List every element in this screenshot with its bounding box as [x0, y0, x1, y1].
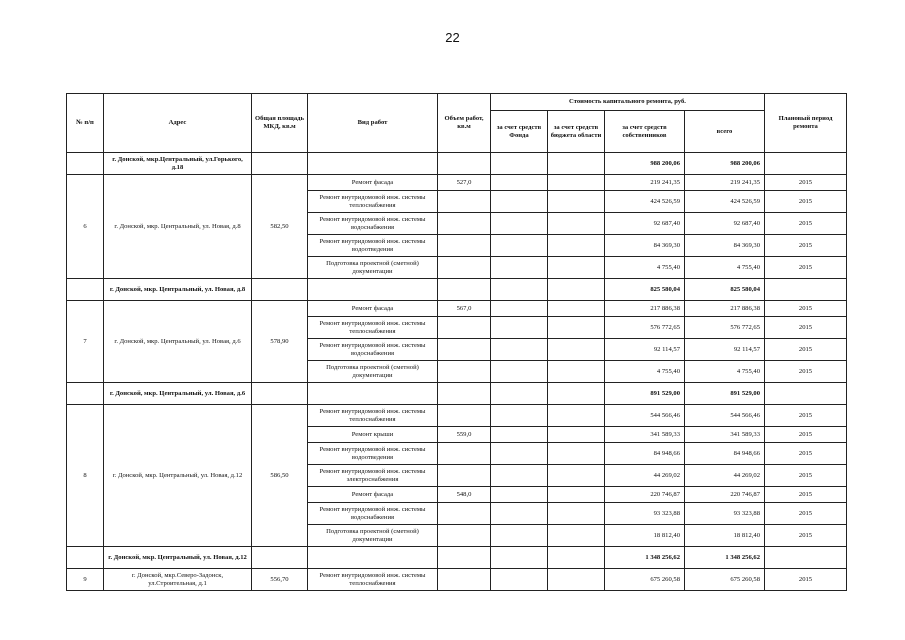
cost-owners: 424 526,59: [605, 191, 685, 213]
cost-total: 4 755,40: [685, 257, 765, 279]
row-area: 582,50: [252, 175, 308, 279]
row-address: г. Донской, мкр. Центральный, ул. Новая, д.8: [104, 175, 252, 279]
cell-empty: [548, 175, 605, 191]
row-area: 586,50: [252, 405, 308, 547]
table-body: [67, 153, 847, 591]
cell-empty: [548, 569, 605, 591]
cost-owners: 675 260,58: [605, 569, 685, 591]
table-row: [67, 569, 847, 591]
cell-empty: [765, 153, 847, 175]
work-volume: 559,0: [438, 427, 491, 443]
row-address: г. Донской, мкр.Северо-Задонск, ул.Строительная, д.1: [104, 569, 252, 591]
cell-empty: [548, 465, 605, 487]
header-num: № п/п: [67, 94, 104, 153]
table-row: [67, 301, 847, 317]
cost-owners: 4 755,40: [605, 257, 685, 279]
cost-total: 576 772,65: [685, 317, 765, 339]
row-address: г. Донской, мкр. Центральный, ул. Новая, д.12: [104, 405, 252, 547]
cost-total: 44 269,02: [685, 465, 765, 487]
work-type: Ремонт внутридомовой инж. системы водоотведения: [308, 443, 438, 465]
cell-empty: [548, 487, 605, 503]
cell-empty: [308, 383, 438, 405]
row-address: г. Донской, мкр. Центральный, ул. Новая, д.6: [104, 301, 252, 383]
cell-empty: [438, 153, 491, 175]
header-cost-group: Стоимость капитального ремонта, руб.: [491, 94, 765, 111]
work-type: Подготовка проектной (сметной) документации: [308, 525, 438, 547]
cell-empty: [491, 383, 548, 405]
cell-empty: [491, 339, 548, 361]
cost-total: 544 566,46: [685, 405, 765, 427]
cost-owners: 84 948,66: [605, 443, 685, 465]
repair-period: 2015: [765, 257, 847, 279]
cell-empty: [491, 301, 548, 317]
subtotal-owners: 825 580,04: [605, 279, 685, 301]
cost-total: 93 323,88: [685, 503, 765, 525]
repair-period: 2015: [765, 443, 847, 465]
work-volume: [438, 405, 491, 427]
work-type: Ремонт внутридомовой инж. системы водоснабжения: [308, 339, 438, 361]
subtotal-address: г. Донской, мкр. Центральный, ул. Новая, д.12: [104, 547, 252, 569]
work-volume: 548,0: [438, 487, 491, 503]
work-type: Подготовка проектной (сметной) документации: [308, 257, 438, 279]
subtotal-total: 988 200,06: [685, 153, 765, 175]
subtotal-owners: 988 200,06: [605, 153, 685, 175]
header-budget: за счет средств бюджета области: [548, 111, 605, 153]
cell-empty: [438, 279, 491, 301]
cell-empty: [548, 547, 605, 569]
cost-owners: 219 241,35: [605, 175, 685, 191]
cell-empty: [491, 317, 548, 339]
work-volume: [438, 443, 491, 465]
work-volume: [438, 525, 491, 547]
cell-empty: [491, 465, 548, 487]
cell-empty: [438, 383, 491, 405]
cell-empty: [67, 383, 104, 405]
row-num: 7: [67, 301, 104, 383]
cell-empty: [548, 279, 605, 301]
cost-owners: 84 369,30: [605, 235, 685, 257]
work-volume: [438, 257, 491, 279]
subtotal-total: 1 348 256,62: [685, 547, 765, 569]
cost-owners: 220 746,87: [605, 487, 685, 503]
work-volume: [438, 339, 491, 361]
cell-empty: [491, 191, 548, 213]
cost-owners: 544 566,46: [605, 405, 685, 427]
cell-empty: [548, 191, 605, 213]
repair-period: 2015: [765, 235, 847, 257]
cell-empty: [438, 547, 491, 569]
cell-empty: [491, 443, 548, 465]
repair-period: 2015: [765, 175, 847, 191]
subtotal-total: 891 529,00: [685, 383, 765, 405]
work-volume: [438, 503, 491, 525]
cell-empty: [491, 213, 548, 235]
cell-empty: [67, 279, 104, 301]
cell-empty: [491, 547, 548, 569]
capital-repair-table: [66, 93, 847, 591]
cost-total: 219 241,35: [685, 175, 765, 191]
repair-period: 2015: [765, 339, 847, 361]
subtotal-row: [67, 153, 847, 175]
work-type: Ремонт внутридомовой инж. системы теплоснабжения: [308, 569, 438, 591]
cell-empty: [491, 153, 548, 175]
repair-period: 2015: [765, 569, 847, 591]
repair-period: 2015: [765, 361, 847, 383]
cost-total: 341 589,33: [685, 427, 765, 443]
work-volume: [438, 191, 491, 213]
work-volume: 527,0: [438, 175, 491, 191]
cost-owners: 92 114,57: [605, 339, 685, 361]
subtotal-address: г. Донской, мкр. Центральный, ул. Новая, д.6: [104, 383, 252, 405]
subtotal-row: [67, 279, 847, 301]
work-volume: [438, 317, 491, 339]
cell-empty: [765, 279, 847, 301]
cell-empty: [548, 361, 605, 383]
page-number: 22: [445, 30, 460, 45]
cell-empty: [765, 547, 847, 569]
cost-owners: 44 269,02: [605, 465, 685, 487]
repair-period: 2015: [765, 487, 847, 503]
cell-empty: [491, 427, 548, 443]
work-type: Подготовка проектной (сметной) документации: [308, 361, 438, 383]
cost-owners: 93 323,88: [605, 503, 685, 525]
cost-total: 220 746,87: [685, 487, 765, 503]
work-type: Ремонт внутридомовой инж. системы водоснабжения: [308, 503, 438, 525]
cost-owners: 4 755,40: [605, 361, 685, 383]
work-volume: [438, 361, 491, 383]
cost-total: 4 755,40: [685, 361, 765, 383]
repair-period: 2015: [765, 405, 847, 427]
work-type: Ремонт внутридомовой инж. системы водоснабжения: [308, 213, 438, 235]
subtotal-total: 825 580,04: [685, 279, 765, 301]
repair-period: 2015: [765, 465, 847, 487]
cell-empty: [548, 443, 605, 465]
cell-empty: [67, 547, 104, 569]
cell-empty: [491, 235, 548, 257]
cost-total: 84 369,30: [685, 235, 765, 257]
work-volume: [438, 569, 491, 591]
row-num: 9: [67, 569, 104, 591]
repair-period: 2015: [765, 525, 847, 547]
cell-empty: [548, 405, 605, 427]
repair-period: 2015: [765, 317, 847, 339]
work-type: Ремонт фасада: [308, 301, 438, 317]
cost-total: 424 526,59: [685, 191, 765, 213]
row-num: 8: [67, 405, 104, 547]
cost-total: 18 812,40: [685, 525, 765, 547]
row-num: 6: [67, 175, 104, 279]
header-total: всего: [685, 111, 765, 153]
cell-empty: [765, 383, 847, 405]
work-volume: [438, 235, 491, 257]
cell-empty: [548, 213, 605, 235]
cell-empty: [252, 279, 308, 301]
cell-empty: [308, 547, 438, 569]
header-area: Общая площадь МКД, кв.м: [252, 94, 308, 153]
subtotal-row: [67, 383, 847, 405]
header-fund: за счет средств Фонда: [491, 111, 548, 153]
cost-total: 217 886,38: [685, 301, 765, 317]
cell-empty: [491, 569, 548, 591]
subtotal-address: г. Донской, мкр. Центральный, ул. Новая, д.8: [104, 279, 252, 301]
cell-empty: [491, 175, 548, 191]
work-type: Ремонт фасада: [308, 175, 438, 191]
header-work-type: Вид работ: [308, 94, 438, 153]
cost-total: 92 687,40: [685, 213, 765, 235]
header-volume: Объем работ, кв.м: [438, 94, 491, 153]
cost-total: 84 948,66: [685, 443, 765, 465]
cell-empty: [548, 383, 605, 405]
work-type: Ремонт крыши: [308, 427, 438, 443]
cell-empty: [491, 525, 548, 547]
cell-empty: [308, 153, 438, 175]
subtotal-row: [67, 547, 847, 569]
work-type: Ремонт внутридомовой инж. системы электроснабжения: [308, 465, 438, 487]
cell-empty: [491, 405, 548, 427]
subtotal-owners: 891 529,00: [605, 383, 685, 405]
work-volume: [438, 465, 491, 487]
cost-owners: 341 589,33: [605, 427, 685, 443]
row-area: 556,70: [252, 569, 308, 591]
repair-period: 2015: [765, 301, 847, 317]
cell-empty: [548, 503, 605, 525]
cost-owners: 92 687,40: [605, 213, 685, 235]
work-type: Ремонт внутридомовой инж. системы теплоснабжения: [308, 191, 438, 213]
cell-empty: [491, 279, 548, 301]
table-row: [67, 405, 847, 427]
cell-empty: [308, 279, 438, 301]
cell-empty: [548, 525, 605, 547]
cell-empty: [548, 427, 605, 443]
cost-total: 675 260,58: [685, 569, 765, 591]
cell-empty: [548, 235, 605, 257]
cell-empty: [548, 153, 605, 175]
cost-total: 92 114,57: [685, 339, 765, 361]
cell-empty: [491, 503, 548, 525]
header-address: Адрес: [104, 94, 252, 153]
cell-empty: [548, 301, 605, 317]
table-row: [67, 175, 847, 191]
cost-owners: 217 886,38: [605, 301, 685, 317]
cell-empty: [491, 257, 548, 279]
cell-empty: [548, 317, 605, 339]
work-volume: 567,0: [438, 301, 491, 317]
row-area: 578,90: [252, 301, 308, 383]
subtotal-owners: 1 348 256,62: [605, 547, 685, 569]
work-type: Ремонт фасада: [308, 487, 438, 503]
repair-period: 2015: [765, 427, 847, 443]
header-owners: за счет средств собственников: [605, 111, 685, 153]
cell-empty: [548, 257, 605, 279]
repair-period: 2015: [765, 191, 847, 213]
work-type: Ремонт внутридомовой инж. системы водоотведения: [308, 235, 438, 257]
repair-period: 2015: [765, 213, 847, 235]
cell-empty: [252, 383, 308, 405]
cell-empty: [67, 153, 104, 175]
work-type: Ремонт внутридомовой инж. системы теплоснабжения: [308, 317, 438, 339]
repair-period: 2015: [765, 503, 847, 525]
cost-owners: 18 812,40: [605, 525, 685, 547]
cell-empty: [491, 487, 548, 503]
cell-empty: [252, 547, 308, 569]
cost-owners: 576 772,65: [605, 317, 685, 339]
subtotal-address: г. Донской, мкр.Центральный, ул.Горького, д.18: [104, 153, 252, 175]
cell-empty: [548, 339, 605, 361]
work-volume: [438, 213, 491, 235]
cell-empty: [491, 361, 548, 383]
cell-empty: [252, 153, 308, 175]
work-type: Ремонт внутридомовой инж. системы теплоснабжения: [308, 405, 438, 427]
header-period: Плановый период ремонта: [765, 94, 847, 153]
